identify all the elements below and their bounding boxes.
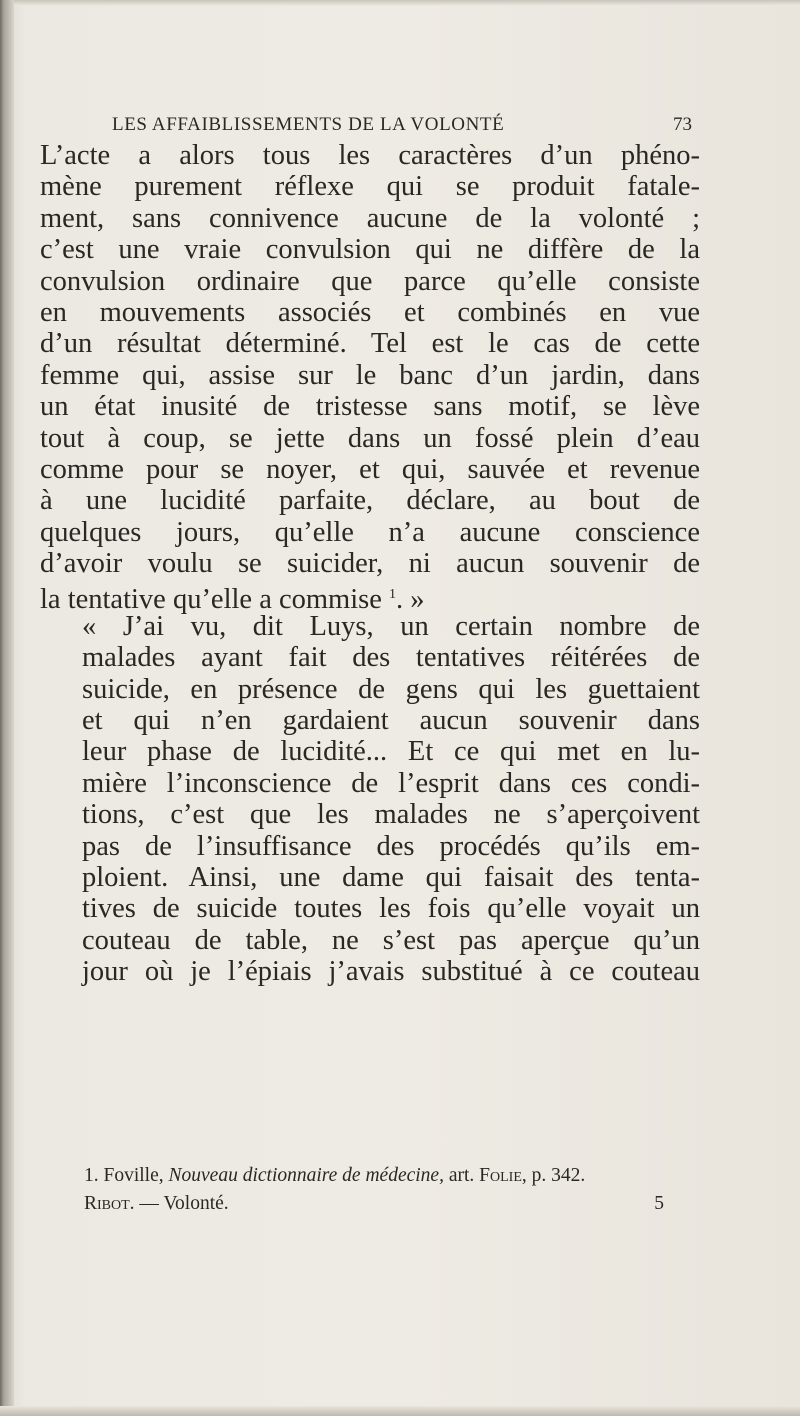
- text-line: suicide, en présence de gens qui les guettaient: [82, 673, 700, 705]
- text-line: tout à coup, se jette dans un fossé plein d’eau: [40, 422, 700, 454]
- text-line: c’est une vraie convulsion qui ne diffère de la: [40, 234, 700, 266]
- closing-quote: . »: [396, 584, 425, 616]
- text-line: couteau de table, ne s’est pas aperçue qu’un: [82, 924, 700, 956]
- footnote-number: 1.: [84, 1165, 99, 1186]
- text-line: leur phase de lucidité... Et ce qui met en lu-: [82, 736, 700, 768]
- text-line: ploient. Ainsi, une dame qui faisait des tenta-: [82, 861, 700, 893]
- text-line: tives de suicide toutes les fois qu’elle voyait un: [82, 893, 700, 925]
- text-line: pas de l’insuffisance des procédés qu’ils em-: [82, 830, 700, 862]
- footnote-line: [84, 1162, 724, 1189]
- text-line: un état inusité de tristesse sans motif, se lève: [40, 391, 700, 423]
- text-line: d’avoir voulu se suicider, ni aucun souvenir de: [40, 548, 700, 580]
- footnote-author: Foville,: [103, 1165, 164, 1186]
- footnote-title: Nouveau dictionnaire de médecine,: [168, 1165, 444, 1186]
- body-text: [40, 140, 700, 988]
- text-line: femme qui, assise sur le banc d’un jardin, dans: [40, 359, 700, 391]
- text-line: comme pour se noyer, et qui, sauvée et revenue: [40, 453, 700, 485]
- footnote-entry: Folie,: [479, 1165, 527, 1186]
- text-line-last-of-paragraph: [40, 579, 700, 616]
- signature-line: [84, 1190, 664, 1217]
- binding-shadow: [0, 0, 14, 1416]
- page-top-edge: [14, 0, 800, 6]
- text-line: ment, sans connivence aucune de la volonté ;: [40, 202, 700, 234]
- text-line: quelques jours, qu’elle n’a aucune conscience: [40, 516, 700, 548]
- running-title: LES AFFAIBLISSEMENTS DE LA VOLONTÉ: [112, 114, 505, 135]
- signature-author: Ribot.: [84, 1193, 135, 1214]
- text-line: d’un résultat déterminé. Tel est le cas de cette: [40, 328, 700, 360]
- text-line: L’acte a alors tous les caractères d’un phéno-: [40, 140, 700, 171]
- page-number: 73: [673, 114, 692, 135]
- text-line: mière l’inconscience de l’esprit dans ces condi-: [82, 767, 700, 799]
- paragraph-start-line: « J’ai vu, dit Luys, un certain nombre de: [82, 610, 700, 642]
- footnote-reference: 1: [389, 587, 396, 603]
- text-line: et qui n’en gardaient aucun souvenir dans: [82, 705, 700, 737]
- footnote: [84, 1162, 724, 1189]
- footnote-art-label: art.: [448, 1165, 475, 1186]
- text-line: en mouvements associés et combinés en vue: [40, 296, 700, 328]
- text-line: mène purement réflexe qui se produit fatale-: [40, 171, 700, 203]
- text-line: tions, c’est que les malades ne s’aperçoivent: [82, 799, 700, 831]
- footnote-page-ref: p. 342.: [531, 1165, 586, 1186]
- signature-sheet-number: 5: [654, 1193, 664, 1214]
- text-line: malades ayant fait des tentatives réitérées de: [82, 642, 700, 674]
- signature-work: Volonté.: [163, 1193, 229, 1214]
- text-line-content: la tentative qu’elle a commise: [40, 584, 382, 616]
- signature-dash: —: [139, 1193, 159, 1214]
- text-line: jour où je l’épiais j’avais substitué à ce couteau: [82, 956, 700, 988]
- text-line: convulsion ordinaire que parce qu’elle consiste: [40, 265, 700, 297]
- page-bottom-edge: [0, 1406, 800, 1416]
- text-line: à une lucidité parfaite, déclare, au bout de: [40, 485, 700, 517]
